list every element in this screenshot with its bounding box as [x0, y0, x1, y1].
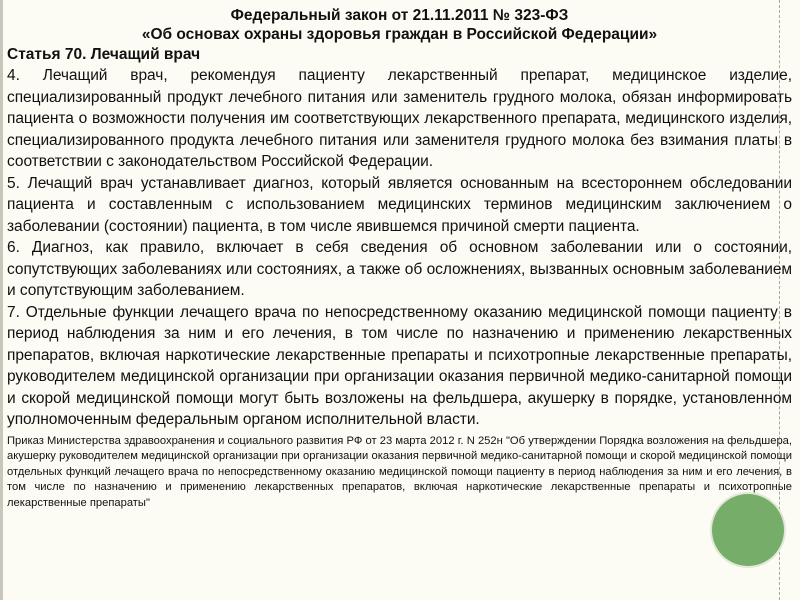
paragraph-5: 5. Лечащий врач устанавливает диагноз, который является основанным на всестороннем обследовании пациента и составленным с использованием медицинских терминов медицинским заключением о заболевании (состоянии) пациента, в том числе явившемся причиной смерти пациента. — [7, 174, 792, 235]
paragraph-6: 6. Диагноз, как правило, включает в себя сведения об основном заболевании или о состоянии, сопутствующих заболеваниях или состояниях, а также об осложнениях, вызванных основным заболеванием и сопутствующим заболеванием. — [7, 239, 792, 299]
law-title-line: Федеральный закон от 21.11.2011 № 323-ФЗ — [230, 7, 569, 24]
slide-content — [7, 6, 792, 511]
article-heading: Статья 70. Лечащий врач — [7, 46, 201, 63]
paragraph-4: 4. Лечащий врач, рекомендуя пациенту лекарственный препарат, медицинское изделие, специализированный продукт лечебного питания или заменитель грудного молока, обязан информировать пациента о возможности получения им соответствующих лекарственного препарата, медицинского изделия, специализированного продукта лечебного питания или заменителя грудного молока без взимания платы в соответствии с законодательством Российской Федерации. — [7, 67, 792, 170]
slide-left-border — [0, 0, 3, 600]
law-name-line: «Об основах охраны здоровья граждан в Российской Федерации» — [141, 26, 658, 43]
paragraph-7: 7. Отдельные функции лечащего врача по непосредственному оказанию медицинской помощи пациенту в период наблюдения за ним и его лечения, в том числе по назначению и применению лекарственных препаратов, включая наркотические лекарственные препараты и психотропные лекарственные препараты, руководителем медицинской организации при организации оказания первичной медико-санитарной помощи и скорой медицинской помощи могут быть возложены на фельдшера, акушерку в порядке, установленном уполномоченным федеральным органом исполнительной власти. — [7, 303, 792, 428]
order-footnote: Приказ Министерства здравоохранения и социального развития РФ от 23 марта 2012 г. N 252н "Об утверждении Порядка возложения на фельдшера, акушерку руководителем медицинской организации при организации оказания первичной медико-санитарной помощи и скорой медицинской помощи отдельных функций лечащего врача по непосредственному оказанию медицинской помощи пациенту в период наблюдения за ним и его лечения, в том числе по назначению и применению лекарственных препаратов, включая наркотические лекарственные препараты и психотропные лекарственные препараты" — [7, 434, 792, 509]
